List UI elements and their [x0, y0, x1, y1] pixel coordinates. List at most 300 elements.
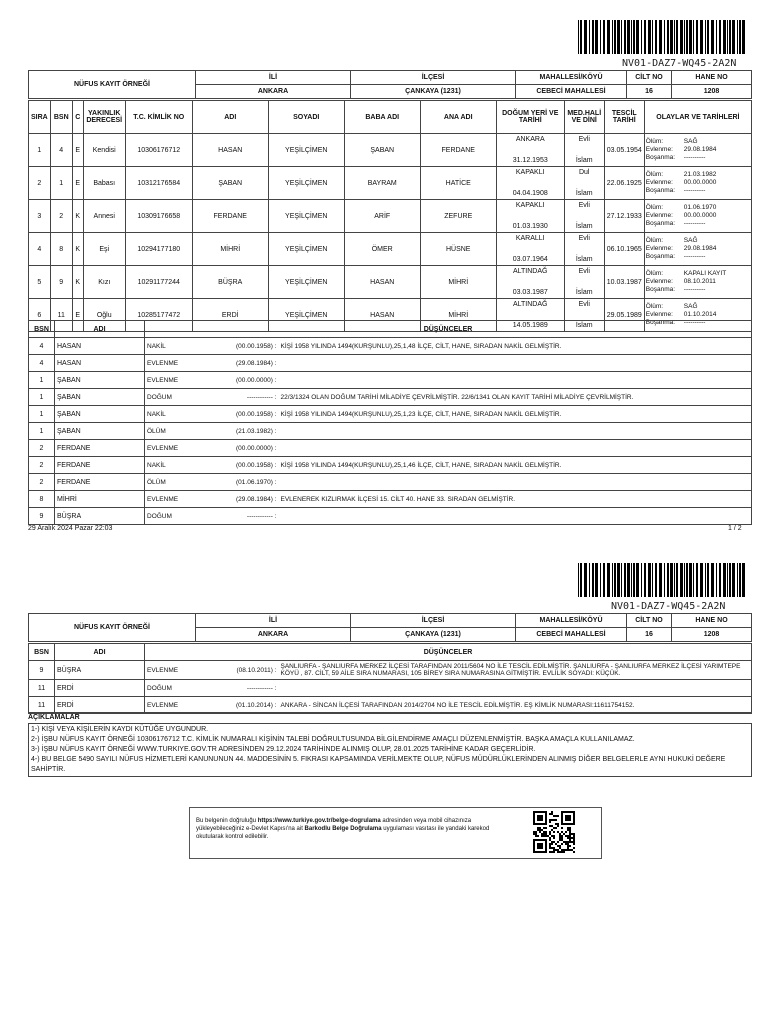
note-bsn: 1	[29, 372, 55, 389]
note-adi: FERDANE	[55, 440, 145, 457]
olay-value: SAĞ	[683, 237, 698, 244]
note-adi: ERDİ	[55, 697, 145, 714]
page-title: NÜFUS KAYIT ÖRNEĞİ	[29, 614, 196, 642]
note-aciklama: 22/3/1324 OLAN DOĞUM TARİHİ MİLADİYE ÇEVRİLMİŞTİR. 22/6/1341 OLAN KAYIT TARİHİ MİLADİYE ÇEVRİLMİŞTİR.	[279, 389, 752, 406]
olay-value: 01.10.2014	[683, 311, 717, 318]
mahalle-header: MAHALLESİ/KÖYÜ	[516, 614, 627, 628]
note-olay: EVLENME	[145, 491, 229, 508]
ana-adi-cell: HATİCE	[420, 167, 496, 200]
dogum-cell	[496, 200, 564, 233]
din: İslam	[575, 223, 593, 230]
note-bsn: 4	[29, 355, 55, 372]
barcode	[578, 20, 748, 54]
olay-value: 01.06.1970	[683, 204, 717, 211]
tc-kimlik-cell: 10291177244	[125, 266, 192, 299]
person-row	[29, 167, 752, 200]
note-bsn: 2	[29, 474, 55, 491]
adi-cell: MİHRİ	[192, 233, 268, 266]
medeni-stack	[567, 135, 602, 165]
note-bsn: 4	[29, 338, 55, 355]
note-tarih: (00.00.1958) :	[229, 338, 279, 355]
note-row	[29, 491, 752, 508]
barcode	[578, 563, 748, 597]
olaylar-list	[646, 237, 750, 261]
mahalle-header: MAHALLESİ/KÖYÜ	[516, 71, 627, 85]
sira-cell: 6	[29, 299, 51, 332]
person-row	[29, 134, 752, 167]
verification-box	[189, 807, 602, 859]
olay-value: ----------	[683, 286, 706, 293]
note-row	[29, 474, 752, 491]
soyadi-cell: YEŞİLÇİMEN	[268, 134, 344, 167]
medeni-hal-cell	[564, 167, 604, 200]
olay-label: Boşanma:	[645, 187, 676, 194]
olay-value: 00.00.0000	[683, 179, 717, 186]
persons-col-header: MED.HALİ VE DİNİ	[564, 101, 604, 134]
hane-header: HANE NO	[672, 614, 752, 628]
tescil-cell: 27.12.1933	[604, 200, 644, 233]
bsn-cell: 4	[50, 134, 72, 167]
medeni-stack	[567, 201, 602, 231]
notes-table	[28, 320, 752, 525]
ana-adi-cell: MİHRİ	[420, 299, 496, 332]
tescil-cell: 22.06.1925	[604, 167, 644, 200]
medeni-hal: Evli	[578, 268, 590, 275]
adi-cell: HASAN	[192, 134, 268, 167]
bsn-cell: 11	[50, 299, 72, 332]
note-adi: BÜŞRA	[55, 661, 145, 680]
notes-adi-header: ADI	[55, 321, 145, 338]
note-adi: HASAN	[55, 355, 145, 372]
note-row	[29, 457, 752, 474]
bsn-cell: 1	[50, 167, 72, 200]
tescil-cell: 06.10.1965	[604, 233, 644, 266]
persons-col-header: SIRA	[29, 101, 51, 134]
yakinlik-cell: Annesi	[83, 200, 125, 233]
dogum-yeri: ALTINDAĞ	[512, 268, 548, 275]
note-adi: FERDANE	[55, 474, 145, 491]
note-olay: DOĞUM	[145, 680, 229, 697]
yakinlik-cell: Babası	[83, 167, 125, 200]
sira-cell: 4	[29, 233, 51, 266]
olay-label: Evlenme:	[645, 245, 673, 252]
olay-label: Ölüm:	[645, 171, 664, 178]
cilt-value: 16	[627, 85, 672, 99]
print-date: 29 Aralık 2024 Pazar 22:03	[28, 525, 113, 532]
olay-value: SAĞ	[683, 138, 698, 145]
dogum-tarihi: 03.03.1987	[512, 289, 548, 296]
soyadi-cell: YEŞİLÇİMEN	[268, 266, 344, 299]
bsn-cell: 8	[50, 233, 72, 266]
tescil-cell: 29.05.1989	[604, 299, 644, 332]
il-value: ANKARA	[196, 628, 351, 642]
note-tarih: (00.00.0000) :	[229, 440, 279, 457]
note-tarih: ------------ :	[229, 389, 279, 406]
dogum-cell	[496, 266, 564, 299]
persons-col-header: BABA ADI	[344, 101, 420, 134]
olay-label: Boşanma:	[645, 286, 676, 293]
dogum-tarihi: 04.04.1908	[512, 190, 548, 197]
person-row	[29, 266, 752, 299]
note-tarih: (00.00.1958) :	[229, 457, 279, 474]
note-bsn: 2	[29, 457, 55, 474]
note-bsn: 1	[29, 423, 55, 440]
aciklamalar-section	[28, 712, 752, 777]
adi-cell: FERDANE	[192, 200, 268, 233]
hane-header: HANE NO	[672, 71, 752, 85]
dogum-yeri: ANKARA	[515, 136, 545, 143]
baba-adi-cell: ŞABAN	[344, 134, 420, 167]
note-aciklama: KİŞİ 1958 YILINDA 1494(KURŞUNLU),25,1,23 İLÇE, CİLT, HANE, SIRADAN NAKİL GELMİŞTİR.	[279, 406, 752, 423]
ana-adi-cell: MİHRİ	[420, 266, 496, 299]
dogum-yeri: KARALLI	[515, 235, 545, 242]
note-aciklama: KİŞİ 1958 YILINDA 1494(KURŞUNLU),25,1,46 İLÇE, CİLT, HANE, SIRADAN NAKİL GELMİŞTİR.	[279, 457, 752, 474]
ilce-header: İLÇESİ	[351, 71, 516, 85]
note-row	[29, 406, 752, 423]
note-tarih: (29.08.1984) :	[229, 491, 279, 508]
cilt-header: CİLT NO	[627, 71, 672, 85]
note-bsn: 11	[29, 697, 55, 714]
note-aciklama	[279, 355, 752, 372]
olay-value: ----------	[683, 154, 706, 161]
olay-label: Ölüm:	[645, 237, 664, 244]
sira-cell: 1	[29, 134, 51, 167]
notes-dusunceler-header: DÜŞÜNCELER	[145, 644, 752, 661]
baba-adi-cell: HASAN	[344, 266, 420, 299]
adi-cell: ERDİ	[192, 299, 268, 332]
note-olay: DOĞUM	[145, 508, 229, 525]
yakinlik-cell: Eşi	[83, 233, 125, 266]
tc-kimlik-cell: 10285177472	[125, 299, 192, 332]
note-tarih: (01.06.1970) :	[229, 474, 279, 491]
tc-kimlik-cell: 10306176712	[125, 134, 192, 167]
olaylar-cell	[644, 266, 751, 299]
olay-value: ----------	[683, 319, 706, 326]
note-row	[29, 423, 752, 440]
olay-label: Evlenme:	[645, 146, 673, 153]
note-tarih: (29.08.1984) :	[229, 355, 279, 372]
dogum-stack	[499, 135, 562, 165]
aciklama-item: 4-) BU BELGE 5490 SAYILI NÜFUS HİZMETLERİ KANUNUNUN 44. MADDESİNİN 5. FIKRASI KAPSAMINDA VERİLMEKTE OLUP, NÜFUS MÜDÜRLÜKLERİNDEN ALINMIŞ DİĞER BELGELERLE AYNI HUKUKİ DEĞERE SAHİPTİR.	[31, 756, 726, 773]
olay-value: 08.10.2011	[683, 278, 716, 285]
persons-header-row	[29, 101, 752, 134]
medeni-hal: Evli	[578, 235, 590, 242]
note-olay: NAKİL	[145, 457, 229, 474]
olay-label: Evlenme:	[645, 212, 673, 219]
baba-adi-cell: ARİF	[344, 200, 420, 233]
note-tarih: (00.00.1958) :	[229, 406, 279, 423]
olay-label: Ölüm:	[645, 204, 664, 211]
note-olay: EVLENME	[145, 661, 229, 680]
note-adi: ERDİ	[55, 680, 145, 697]
note-adi: ŞABAN	[55, 406, 145, 423]
medeni-stack	[567, 234, 602, 264]
olay-value: KAPALI KAYIT	[683, 270, 727, 277]
soyadi-cell: YEŞİLÇİMEN	[268, 299, 344, 332]
person-row	[29, 233, 752, 266]
note-row	[29, 389, 752, 406]
note-aciklama: ŞANLIURFA - ŞANLIURFA MERKEZ İLÇESİ TARAFINDAN 2011/5604 NO İLE TESCİL EDİLMİŞTİR. ŞANLIURFA - ŞANLIURFA MERKEZ İLÇESİ YARIMTEPE KÖYÜ , 87. CİLT, 59 AİLE SIRA NUMARASI, 105 BİREY SIRA NUMARASINA GİTMİŞTİR. EVLİLİK SOYADI: KÜÇÜK.	[279, 661, 752, 680]
tc-kimlik-cell: 10312176584	[125, 167, 192, 200]
note-row	[29, 372, 752, 389]
din: İslam	[575, 256, 593, 263]
note-olay: NAKİL	[145, 338, 229, 355]
document-code: NV01-DAZ7-WQ45-2A2N	[611, 601, 726, 612]
aciklama-item: 2-) İŞBU NÜFUS KAYIT ÖRNEĞİ 10306176712 T.C. KİMLİK NUMARALI KİŞİNİN TALEBİ DOĞRULTUSUNDA BİLGİLENDİRME AMAÇLI DÜZENLENMİŞTİR. BAŞKA AMAÇLA KULLANILAMAZ.	[31, 736, 635, 743]
note-bsn: 11	[29, 680, 55, 697]
dogum-tarihi: 31.12.1953	[512, 157, 548, 164]
dogum-tarihi: 01.03.1930	[512, 223, 548, 230]
medeni-hal-cell	[564, 233, 604, 266]
din: İslam	[575, 322, 593, 329]
yakinlik-cell: Oğlu	[83, 299, 125, 332]
il-header: İLİ	[196, 71, 351, 85]
mahalle-value: CEBECİ MAHALLESİ	[516, 85, 627, 99]
tc-kimlik-cell: 10294177180	[125, 233, 192, 266]
olaylar-cell	[644, 167, 751, 200]
gender-cell: K	[72, 233, 83, 266]
ana-adi-cell: HÜSNE	[420, 233, 496, 266]
note-tarih: (21.03.1982) :	[229, 423, 279, 440]
note-olay: NAKİL	[145, 406, 229, 423]
dogum-tarihi: 14.05.1989	[512, 322, 548, 329]
dogum-stack	[499, 168, 562, 198]
document-code: NV01-DAZ7-WQ45-2A2N	[622, 58, 737, 69]
yakinlik-cell: Kendisi	[83, 134, 125, 167]
hane-value: 1208	[672, 85, 752, 99]
notes-bsn-header: BSN	[29, 644, 55, 661]
baba-adi-cell: BAYRAM	[344, 167, 420, 200]
page-number: 1 / 2	[728, 525, 742, 532]
persons-col-header: C	[72, 101, 83, 134]
dogum-stack	[499, 267, 562, 297]
medeni-hal-cell	[564, 266, 604, 299]
baba-adi-cell: ÖMER	[344, 233, 420, 266]
olay-label: Evlenme:	[645, 311, 673, 318]
note-olay: EVLENME	[145, 440, 229, 457]
soyadi-cell: YEŞİLÇİMEN	[268, 167, 344, 200]
note-row	[29, 697, 752, 714]
dogum-tarihi: 03.07.1964	[512, 256, 548, 263]
note-aciklama: KİŞİ 1958 YILINDA 1494(KURŞUNLU),25,1,48 İLÇE, CİLT, HANE, SIRADAN NAKİL GELMİŞTİR.	[279, 338, 752, 355]
gender-cell: E	[72, 134, 83, 167]
persons-col-header: BSN	[50, 101, 72, 134]
note-aciklama	[279, 680, 752, 697]
din: İslam	[575, 289, 593, 296]
olay-value: 29.08.1984	[683, 245, 717, 252]
note-row	[29, 355, 752, 372]
din: İslam	[575, 157, 593, 164]
note-bsn: 1	[29, 406, 55, 423]
medeni-stack	[567, 168, 602, 198]
persons-col-header: ADI	[192, 101, 268, 134]
tc-kimlik-cell: 10309176658	[125, 200, 192, 233]
medeni-hal: Evli	[578, 202, 590, 209]
note-bsn: 1	[29, 389, 55, 406]
gender-cell: K	[72, 266, 83, 299]
notes-dusunceler-header: DÜŞÜNCELER	[145, 321, 752, 338]
note-olay: DOĞUM	[145, 389, 229, 406]
note-olay: EVLENME	[145, 355, 229, 372]
soyadi-cell: YEŞİLÇİMEN	[268, 233, 344, 266]
cilt-value: 16	[627, 628, 672, 642]
adi-cell: ŞABAN	[192, 167, 268, 200]
dogum-cell	[496, 167, 564, 200]
note-tarih: ------------ :	[229, 680, 279, 697]
bsn-cell: 9	[50, 266, 72, 299]
note-tarih: ------------ :	[229, 508, 279, 525]
olaylar-cell	[644, 134, 751, 167]
ilce-value: ÇANKAYA (1231)	[351, 628, 516, 642]
note-aciklama	[279, 423, 752, 440]
verify-link[interactable]: https://www.turkiye.gov.tr/belge-dogrulama	[257, 818, 381, 824]
olay-value: 21.03.1982	[683, 171, 717, 178]
gender-cell: K	[72, 200, 83, 233]
olay-label: Boşanma:	[645, 220, 676, 227]
olay-value: 29.08.1984	[683, 146, 717, 153]
note-olay: ÖLÜM	[145, 423, 229, 440]
tescil-cell: 10.03.1987	[604, 266, 644, 299]
dogum-cell	[496, 134, 564, 167]
olaylar-list	[646, 204, 750, 228]
sira-cell: 2	[29, 167, 51, 200]
persons-col-header: OLAYLAR VE TARİHLERİ	[644, 101, 751, 134]
il-header: İLİ	[196, 614, 351, 628]
dogum-stack	[499, 234, 562, 264]
page-title: NÜFUS KAYIT ÖRNEĞİ	[29, 71, 196, 99]
note-adi: HASAN	[55, 338, 145, 355]
baba-adi-cell: HASAN	[344, 299, 420, 332]
tescil-cell: 03.05.1954	[604, 134, 644, 167]
olaylar-cell	[644, 233, 751, 266]
olay-label: Ölüm:	[645, 303, 664, 310]
note-olay: ÖLÜM	[145, 474, 229, 491]
dogum-cell	[496, 233, 564, 266]
note-adi: MİHRİ	[55, 491, 145, 508]
dogum-stack	[499, 201, 562, 231]
verify-text-3: uygulaması vasıtası ile yandaki karekod okutularak kontrol edilebilir.	[196, 826, 490, 840]
persons-col-header: T.C. KİMLİK NO	[125, 101, 192, 134]
ilce-value: ÇANKAYA (1231)	[351, 85, 516, 99]
notes-bsn-header: BSN	[29, 321, 55, 338]
note-adi: FERDANE	[55, 457, 145, 474]
note-tarih: (01.10.2014) :	[229, 697, 279, 714]
aciklama-item: 3-) İŞBU NÜFUS KAYIT ÖRNEĞİ WWW.TURKIYE.GOV.TR ADRESİNDEN 29.12.2024 TARİHİNDE ALINMIŞ OLUP, 28.01.2025 TARİHİNE KADAR GEÇERLİDİR.	[31, 746, 536, 753]
olaylar-list	[646, 171, 750, 195]
olay-value: SAĞ	[683, 303, 698, 310]
olay-label: Evlenme:	[645, 179, 673, 186]
qr-code	[533, 811, 575, 853]
persons-col-header: TESCİL TARİHİ	[604, 101, 644, 134]
persons-col-header: YAKINLIK DERECESİ	[83, 101, 125, 134]
persons-col-header: ANA ADI	[420, 101, 496, 134]
dogum-yeri: KAPAKLI	[515, 169, 545, 176]
verify-text-2: adresinden veya mobil cihazınıza yükleyebileceğiniz e-Devlet Kapısı'na ait	[196, 818, 472, 832]
olay-label: Evlenme:	[645, 278, 673, 285]
bsn-cell: 2	[50, 200, 72, 233]
mahalle-value: CEBECİ MAHALLESİ	[516, 628, 627, 642]
verify-text-1: Bu belgenin doğruluğu	[196, 818, 258, 824]
ana-adi-cell: ZEFURE	[420, 200, 496, 233]
note-aciklama: ANKARA - SİNCAN İLÇESİ TARAFINDAN 2014/2704 NO İLE TESCİL EDİLMİŞTİR. EŞ KİMLİK NUMARASI:11611754152.	[279, 697, 752, 714]
gender-cell: E	[72, 167, 83, 200]
persons-col-header: DOĞUM YERİ VE TARİHİ	[496, 101, 564, 134]
note-olay: EVLENME	[145, 697, 229, 714]
olay-value: ----------	[683, 220, 706, 227]
note-bsn: 8	[29, 491, 55, 508]
note-row	[29, 680, 752, 697]
olay-label: Ölüm:	[645, 270, 664, 277]
note-aciklama	[279, 508, 752, 525]
medeni-hal-cell	[564, 134, 604, 167]
sira-cell: 5	[29, 266, 51, 299]
soyadi-cell: YEŞİLÇİMEN	[268, 200, 344, 233]
ana-adi-cell: FERDANE	[420, 134, 496, 167]
ilce-header: İLÇESİ	[351, 614, 516, 628]
olay-value: ----------	[683, 253, 706, 260]
olay-label: Boşanma:	[645, 319, 676, 326]
note-adi: ŞABAN	[55, 372, 145, 389]
din: İslam	[575, 190, 593, 197]
olay-label: Boşanma:	[645, 253, 676, 260]
il-value: ANKARA	[196, 85, 351, 99]
note-row	[29, 661, 752, 680]
olay-label: Boşanma:	[645, 154, 676, 161]
note-row	[29, 440, 752, 457]
olaylar-list	[646, 270, 750, 294]
medeni-hal: Evli	[578, 301, 590, 308]
note-row	[29, 338, 752, 355]
medeni-stack	[567, 267, 602, 297]
note-bsn: 9	[29, 661, 55, 680]
hane-value: 1208	[672, 628, 752, 642]
olay-label: Ölüm:	[645, 138, 664, 145]
verify-app-name: Barkodlu Belge Doğrulama	[304, 826, 382, 832]
sira-cell: 3	[29, 200, 51, 233]
note-aciklama: EVLENEREK KIZLIRMAK İLÇESİ 15. CİLT 40. HANE 33. SIRADAN GELMİŞTİR.	[279, 491, 752, 508]
olaylar-cell	[644, 200, 751, 233]
person-row	[29, 200, 752, 233]
note-tarih: (00.00.0000) :	[229, 372, 279, 389]
header-table	[28, 70, 752, 99]
persons-table	[28, 100, 752, 332]
header-table-2	[28, 613, 752, 642]
note-row	[29, 508, 752, 525]
aciklama-item: 1-) KİŞİ VEYA KİŞİLERİN KAYDI KÜTÜĞE UYGUNDUR.	[31, 726, 209, 733]
olaylar-list	[646, 138, 750, 162]
note-aciklama	[279, 440, 752, 457]
adi-cell: BÜŞRA	[192, 266, 268, 299]
aciklamalar-title: AÇIKLAMALAR	[28, 714, 80, 721]
gender-cell: E	[72, 299, 83, 332]
note-bsn: 2	[29, 440, 55, 457]
note-tarih: (08.10.2011) :	[229, 661, 279, 680]
note-aciklama	[279, 474, 752, 491]
olay-value: 00.00.0000	[683, 212, 717, 219]
note-adi: ŞABAN	[55, 423, 145, 440]
dogum-yeri: ALTINDAĞ	[512, 301, 548, 308]
note-olay: EVLENME	[145, 372, 229, 389]
notes-table-2	[28, 643, 752, 714]
persons-col-header: SOYADI	[268, 101, 344, 134]
yakinlik-cell: Kızı	[83, 266, 125, 299]
olay-value: ----------	[683, 187, 706, 194]
note-aciklama	[279, 372, 752, 389]
notes-adi-header: ADI	[55, 644, 145, 661]
cilt-header: CİLT NO	[627, 614, 672, 628]
medeni-hal: Dul	[578, 169, 590, 176]
note-adi: BÜŞRA	[55, 508, 145, 525]
